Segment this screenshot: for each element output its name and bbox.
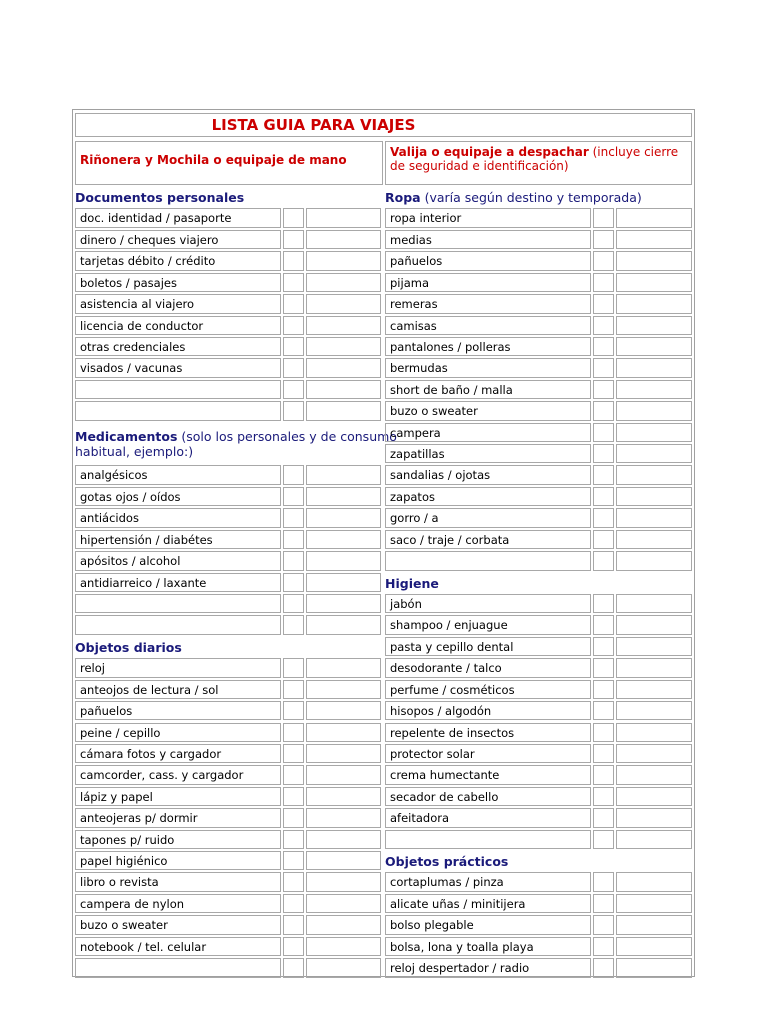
note-box[interactable] — [616, 230, 692, 249]
note-box[interactable] — [616, 894, 692, 913]
checklist-item: reloj — [75, 658, 281, 677]
check-box[interactable] — [283, 615, 304, 634]
check-box[interactable] — [283, 251, 304, 270]
note-box[interactable] — [306, 530, 381, 549]
note-box[interactable] — [306, 273, 381, 292]
check-box[interactable] — [283, 465, 304, 484]
note-box[interactable] — [306, 701, 381, 720]
note-box[interactable] — [306, 765, 381, 784]
section-heading-medicamentos — [75, 429, 416, 459]
note-box[interactable] — [616, 487, 692, 506]
checklist-item: buzo o sweater — [75, 915, 281, 934]
checklist-item: secador de cabello — [385, 787, 591, 806]
checklist-item: remeras — [385, 294, 591, 313]
checklist-item: antidiarreico / laxante — [75, 573, 281, 592]
note-box[interactable] — [616, 465, 692, 484]
check-box[interactable] — [593, 508, 614, 527]
check-box[interactable] — [283, 337, 304, 356]
checklist-item: pantalones / polleras — [385, 337, 591, 356]
check-box[interactable] — [593, 530, 614, 549]
note-box[interactable] — [306, 723, 381, 742]
check-box[interactable] — [593, 680, 614, 699]
section-heading-documentos — [75, 190, 416, 205]
checklist-item: short de baño / malla — [385, 380, 591, 399]
check-box[interactable] — [593, 487, 614, 506]
note-box[interactable] — [306, 487, 381, 506]
checklist-item: licencia de conductor — [75, 316, 281, 335]
note-box[interactable] — [616, 594, 692, 613]
note-box[interactable] — [306, 808, 381, 827]
checklist-item: anteojos de lectura / sol — [75, 680, 281, 699]
check-box[interactable] — [593, 787, 614, 806]
checklist-item: camisas — [385, 316, 591, 335]
section-heading-objetos_diarios-label: Objetos diarios — [75, 639, 182, 655]
left-column-header — [75, 141, 383, 185]
check-box[interactable] — [283, 573, 304, 592]
note-box[interactable] — [306, 358, 381, 377]
note-box[interactable] — [306, 573, 381, 592]
checklist-item: bolso plegable — [385, 915, 591, 934]
note-box[interactable] — [306, 465, 381, 484]
checklist-item: gorro / a — [385, 508, 591, 527]
checklist-item: desodorante / talco — [385, 658, 591, 677]
note-box[interactable] — [616, 937, 692, 956]
check-box[interactable] — [283, 680, 304, 699]
note-box[interactable] — [616, 701, 692, 720]
check-box[interactable] — [593, 230, 614, 249]
check-box[interactable] — [593, 294, 614, 313]
note-box[interactable] — [306, 401, 381, 420]
checklist-item: tapones p/ ruido — [75, 830, 281, 849]
checklist-item — [75, 594, 281, 613]
note-box[interactable] — [616, 637, 692, 656]
checklist-item: shampoo / enjuague — [385, 615, 591, 634]
note-box[interactable] — [306, 230, 381, 249]
note-box[interactable] — [616, 958, 692, 977]
note-box[interactable] — [616, 208, 692, 227]
checklist-item: cortaplumas / pinza — [385, 872, 591, 891]
note-box[interactable] — [306, 551, 381, 570]
checklist-item: notebook / tel. celular — [75, 937, 281, 956]
check-box[interactable] — [593, 915, 614, 934]
checklist-item: alicate uñas / minitijera — [385, 894, 591, 913]
note-box[interactable] — [616, 615, 692, 634]
check-box[interactable] — [593, 894, 614, 913]
note-box[interactable] — [306, 680, 381, 699]
checklist-item: analgésicos — [75, 465, 281, 484]
check-box[interactable] — [283, 358, 304, 377]
note-box[interactable] — [616, 401, 692, 420]
checklist-item: zapatos — [385, 487, 591, 506]
checklist-item: camcorder, cass. y cargador — [75, 765, 281, 784]
note-box[interactable] — [616, 551, 692, 570]
check-box[interactable] — [593, 765, 614, 784]
check-box[interactable] — [283, 208, 304, 227]
note-box[interactable] — [306, 658, 381, 677]
page-title — [75, 113, 692, 137]
check-box[interactable] — [283, 937, 304, 956]
checklist-item: afeitadora — [385, 808, 591, 827]
section-heading-ropa-label: Ropa — [385, 190, 421, 205]
checklist-item: papel higiénico — [75, 851, 281, 870]
check-box[interactable] — [593, 808, 614, 827]
check-box[interactable] — [593, 401, 614, 420]
note-box[interactable] — [616, 294, 692, 313]
checklist-item: crema humectante — [385, 765, 591, 784]
section-heading-ropa-note: (varía según destino y temporada) — [420, 190, 642, 205]
note-box[interactable] — [616, 508, 692, 527]
checklist-item: pañuelos — [385, 251, 591, 270]
note-box[interactable] — [616, 680, 692, 699]
check-box[interactable] — [283, 765, 304, 784]
checklist-item: apósitos / alcohol — [75, 551, 281, 570]
checklist-item: zapatillas — [385, 444, 591, 463]
check-box[interactable] — [283, 894, 304, 913]
checklist-item — [75, 380, 281, 399]
checklist-item — [385, 551, 591, 570]
checklist-item: visados / vacunas — [75, 358, 281, 377]
section-heading-documentos-label: Documentos personales — [75, 190, 245, 205]
note-box[interactable] — [306, 508, 381, 527]
note-box[interactable] — [306, 208, 381, 227]
page-title-text: LISTA GUIA PARA VIAJES — [211, 116, 416, 134]
checklist-item: cámara fotos y cargador — [75, 744, 281, 763]
note-box[interactable] — [616, 830, 692, 849]
check-box[interactable] — [283, 915, 304, 934]
check-box[interactable] — [593, 872, 614, 891]
note-box[interactable] — [616, 444, 692, 463]
check-box[interactable] — [283, 830, 304, 849]
checklist-item: repelente de insectos — [385, 723, 591, 742]
check-box[interactable] — [283, 701, 304, 720]
note-box[interactable] — [306, 316, 381, 335]
note-box[interactable] — [616, 358, 692, 377]
note-box[interactable] — [306, 251, 381, 270]
note-box[interactable] — [616, 337, 692, 356]
checklist-item: bolsa, lona y toalla playa — [385, 937, 591, 956]
note-box[interactable] — [306, 615, 381, 634]
check-box[interactable] — [593, 637, 614, 656]
right-column-header-note: (incluye cierre de seguridad e identificación) — [390, 145, 679, 173]
checklist-item: reloj despertador / radio — [385, 958, 591, 977]
checklist-item: pañuelos — [75, 701, 281, 720]
note-box[interactable] — [616, 316, 692, 335]
check-box[interactable] — [283, 787, 304, 806]
check-box[interactable] — [593, 444, 614, 463]
check-box[interactable] — [593, 937, 614, 956]
check-box[interactable] — [283, 530, 304, 549]
check-box[interactable] — [283, 723, 304, 742]
check-box[interactable] — [593, 701, 614, 720]
note-box[interactable] — [616, 808, 692, 827]
check-box[interactable] — [283, 380, 304, 399]
checklist-sheet — [72, 109, 695, 977]
right-column-header-main: Valija o equipaje a despachar — [390, 145, 589, 159]
note-box[interactable] — [616, 723, 692, 742]
check-box[interactable] — [593, 316, 614, 335]
checklist-item: perfume / cosméticos — [385, 680, 591, 699]
check-box[interactable] — [593, 465, 614, 484]
check-box[interactable] — [593, 594, 614, 613]
checklist-item: ropa interior — [385, 208, 591, 227]
note-box[interactable] — [306, 337, 381, 356]
note-box[interactable] — [616, 872, 692, 891]
section-heading-higiene-label: Higiene — [385, 575, 439, 591]
check-box[interactable] — [283, 401, 304, 420]
check-box[interactable] — [593, 551, 614, 570]
checklist-item: asistencia al viajero — [75, 294, 281, 313]
checklist-item — [75, 958, 281, 977]
checklist-item: campera — [385, 423, 591, 442]
checklist-item: lápiz y papel — [75, 787, 281, 806]
checklist-item — [385, 830, 591, 849]
check-box[interactable] — [593, 830, 614, 849]
section-heading-ropa — [385, 190, 727, 205]
checklist-item: hipertensión / diabétes — [75, 530, 281, 549]
checklist-item: buzo o sweater — [385, 401, 591, 420]
check-box[interactable] — [593, 358, 614, 377]
note-box[interactable] — [306, 294, 381, 313]
right-column-header — [385, 141, 692, 185]
check-box[interactable] — [283, 316, 304, 335]
check-box[interactable] — [593, 208, 614, 227]
note-box[interactable] — [616, 273, 692, 292]
checklist-item: doc. identidad / pasaporte — [75, 208, 281, 227]
note-box[interactable] — [306, 830, 381, 849]
checklist-item: campera de nylon — [75, 894, 281, 913]
left-column-header-text: Riñonera y Mochila o equipaje de mano — [80, 153, 347, 167]
checklist-item: saco / traje / corbata — [385, 530, 591, 549]
section-heading-medicamentos-label: Medicamentos — [75, 428, 178, 444]
checklist-item: pijama — [385, 273, 591, 292]
check-box[interactable] — [283, 273, 304, 292]
note-box[interactable] — [306, 594, 381, 613]
checklist-item: otras credenciales — [75, 337, 281, 356]
note-box[interactable] — [306, 958, 381, 977]
check-box[interactable] — [283, 551, 304, 570]
note-box[interactable] — [306, 915, 381, 934]
checklist-item: sandalias / ojotas — [385, 465, 591, 484]
check-box[interactable] — [283, 594, 304, 613]
check-box[interactable] — [283, 872, 304, 891]
note-box[interactable] — [616, 380, 692, 399]
check-box[interactable] — [593, 958, 614, 977]
note-box[interactable] — [306, 937, 381, 956]
checklist-item: dinero / cheques viajero — [75, 230, 281, 249]
checklist-item: libro o revista — [75, 872, 281, 891]
note-box[interactable] — [616, 251, 692, 270]
note-box[interactable] — [306, 851, 381, 870]
check-box[interactable] — [593, 423, 614, 442]
note-box[interactable] — [616, 765, 692, 784]
section-heading-medicamentos-note: (solo los personales y de consumo habitual, ejemplo:) — [75, 428, 397, 459]
check-box[interactable] — [593, 615, 614, 634]
check-box[interactable] — [593, 273, 614, 292]
check-box[interactable] — [593, 744, 614, 763]
check-box[interactable] — [593, 337, 614, 356]
note-box[interactable] — [616, 423, 692, 442]
note-box[interactable] — [616, 530, 692, 549]
check-box[interactable] — [283, 744, 304, 763]
checklist-item: anteojeras p/ dormir — [75, 808, 281, 827]
check-box[interactable] — [593, 658, 614, 677]
section-heading-objetos_diarios — [75, 640, 416, 655]
check-box[interactable] — [593, 380, 614, 399]
section-heading-objetos_practicos-label: Objetos prácticos — [385, 854, 509, 870]
check-box[interactable] — [593, 723, 614, 742]
checklist-item: tarjetas débito / crédito — [75, 251, 281, 270]
note-box[interactable] — [616, 658, 692, 677]
check-box[interactable] — [283, 658, 304, 677]
note-box[interactable] — [306, 380, 381, 399]
checklist-item: gotas ojos / oídos — [75, 487, 281, 506]
checklist-item: protector solar — [385, 744, 591, 763]
note-box[interactable] — [306, 894, 381, 913]
check-box[interactable] — [283, 230, 304, 249]
checklist-item: jabón — [385, 594, 591, 613]
checklist-item: medias — [385, 230, 591, 249]
note-box[interactable] — [306, 744, 381, 763]
checklist-item: hisopos / algodón — [385, 701, 591, 720]
checklist-item: boletos / pasajes — [75, 273, 281, 292]
checklist-item: peine / cepillo — [75, 723, 281, 742]
note-box[interactable] — [616, 915, 692, 934]
checklist-item — [75, 615, 281, 634]
check-box[interactable] — [283, 487, 304, 506]
checklist-item: pasta y cepillo dental — [385, 637, 591, 656]
check-box[interactable] — [283, 294, 304, 313]
checklist-item: antiácidos — [75, 508, 281, 527]
note-box[interactable] — [616, 744, 692, 763]
check-box[interactable] — [283, 958, 304, 977]
check-box[interactable] — [283, 508, 304, 527]
note-box[interactable] — [616, 787, 692, 806]
note-box[interactable] — [306, 872, 381, 891]
section-heading-objetos_practicos — [385, 854, 727, 869]
checklist-item: bermudas — [385, 358, 591, 377]
section-heading-higiene — [385, 576, 727, 591]
note-box[interactable] — [306, 787, 381, 806]
checklist-item — [75, 401, 281, 420]
check-box[interactable] — [283, 851, 304, 870]
check-box[interactable] — [593, 251, 614, 270]
check-box[interactable] — [283, 808, 304, 827]
